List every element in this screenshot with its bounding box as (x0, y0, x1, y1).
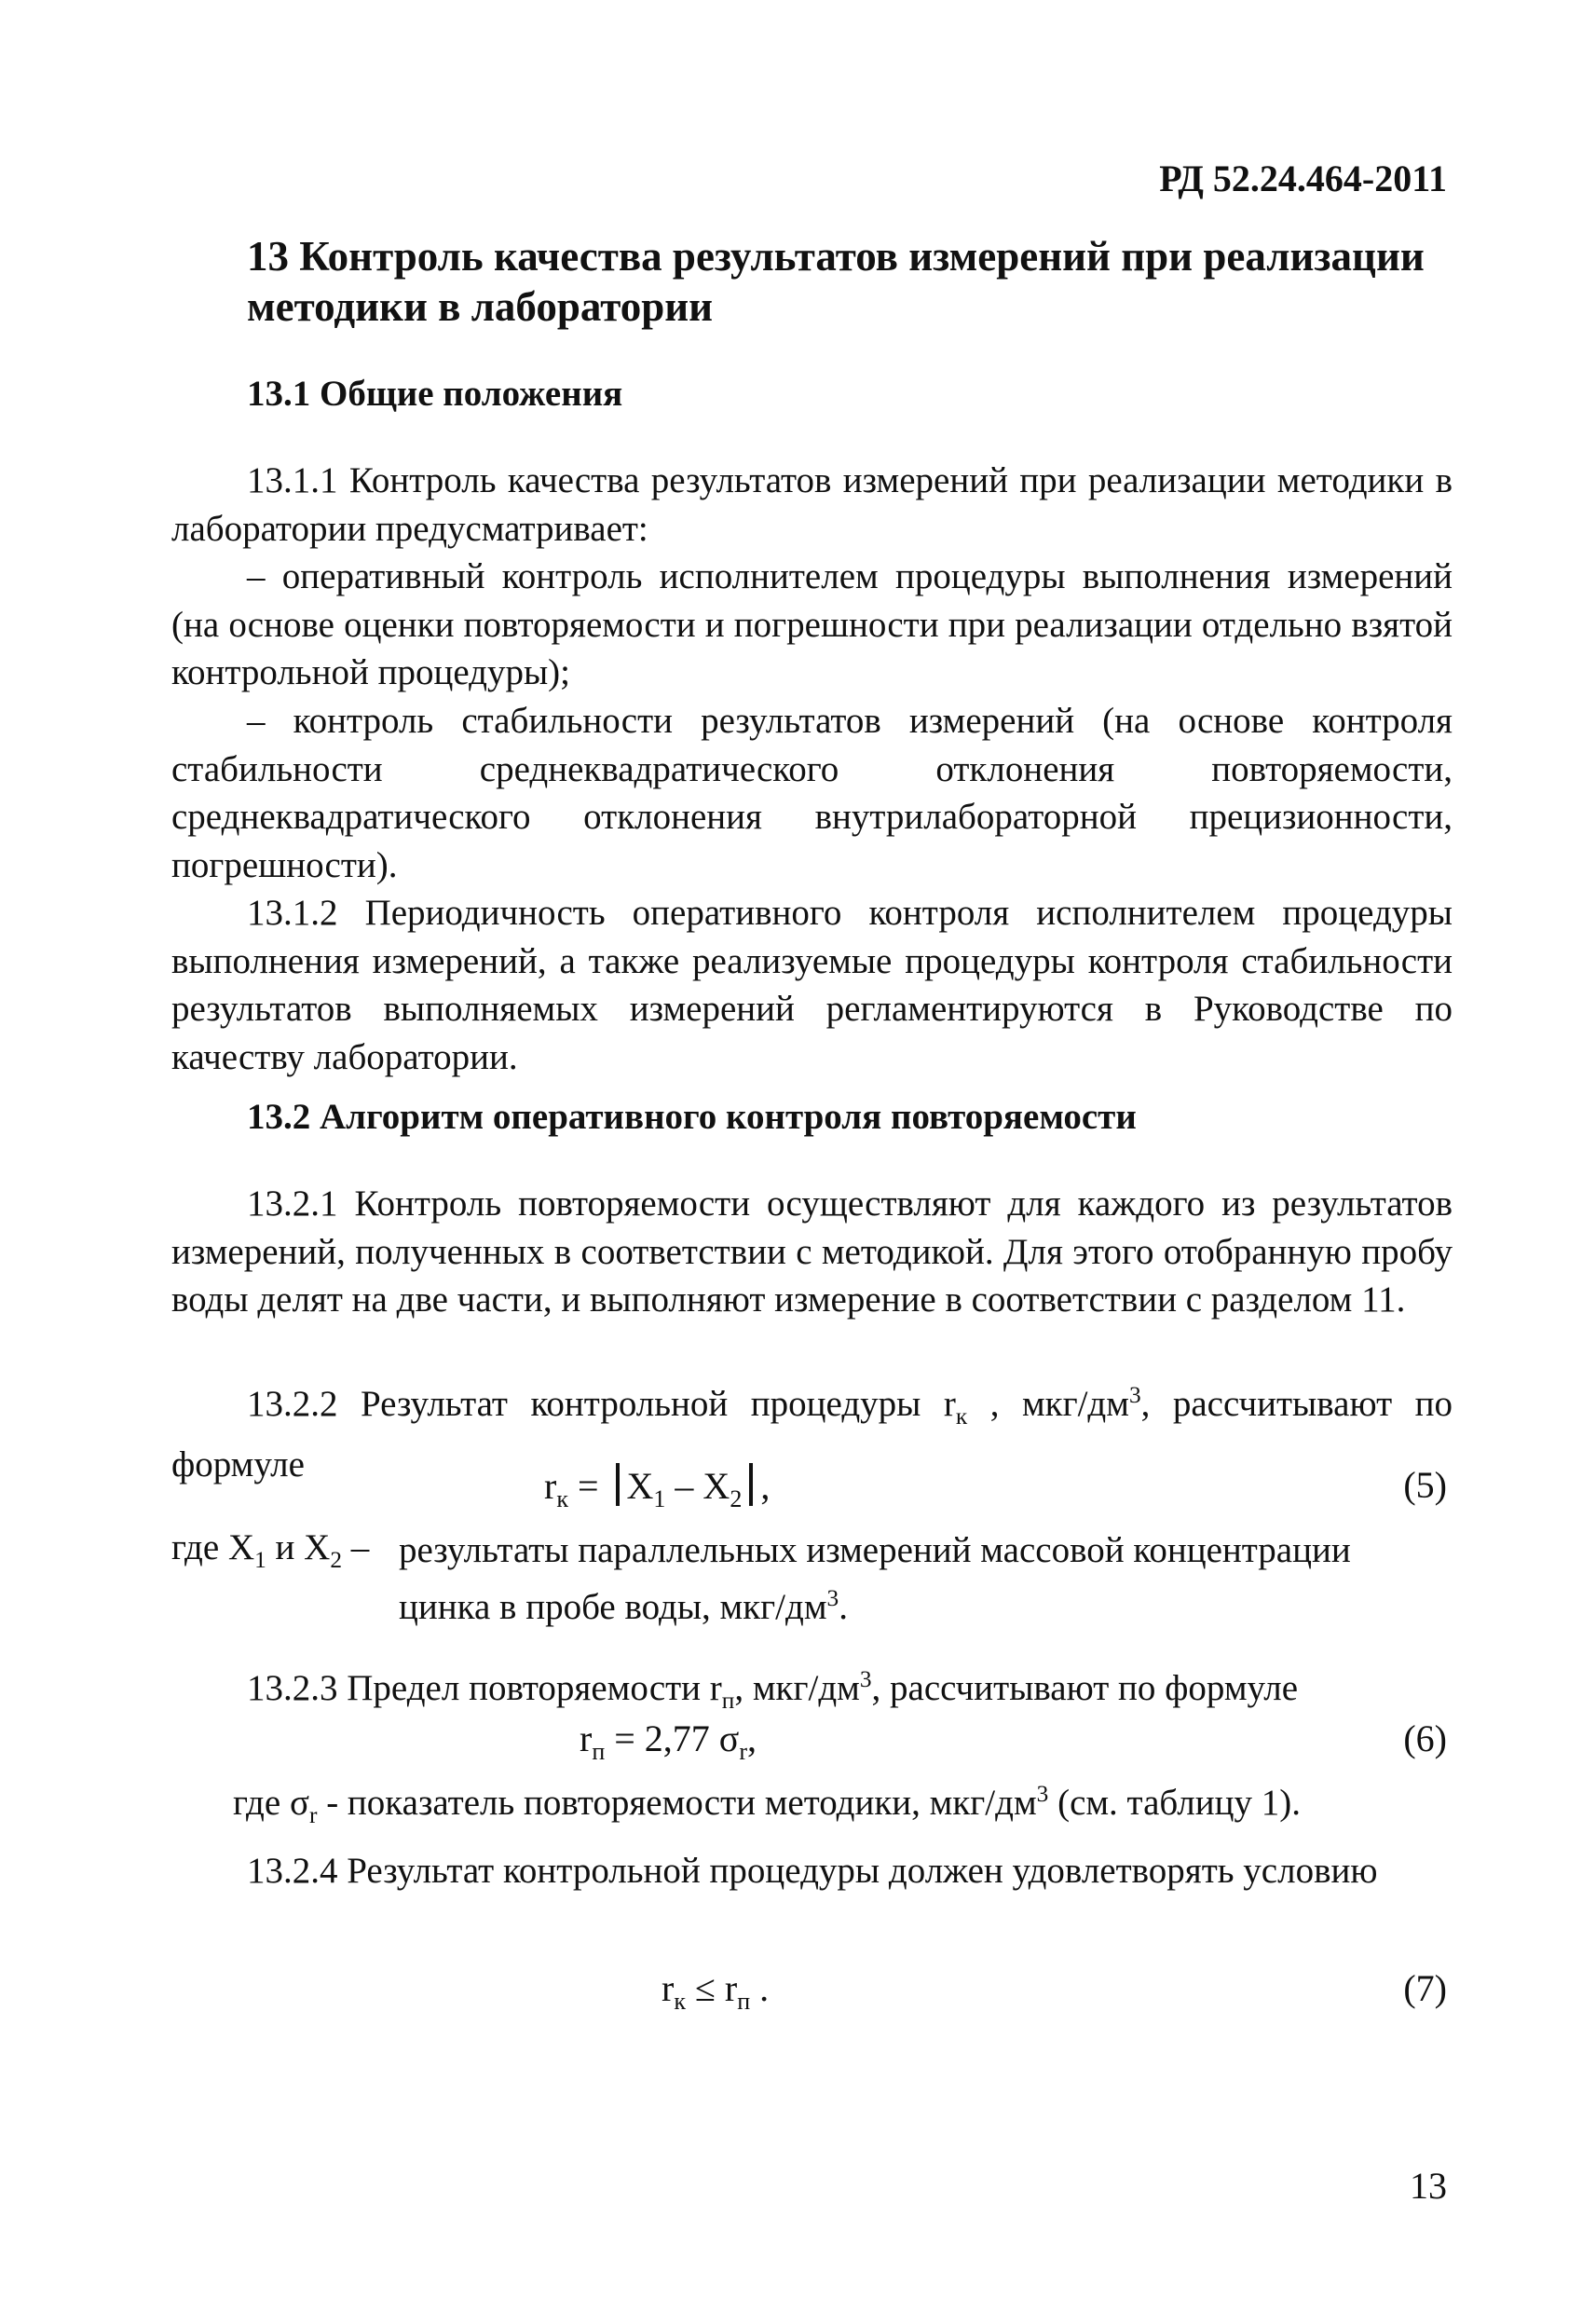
where-text-5: результаты параллельных измерений массовой концентрации цинка в пробе воды, мкг/$дм^3$. (399, 1530, 1351, 1627)
document-code: РД 52.24.464-2011 (1159, 157, 1447, 199)
paragraph-13-2-2: 13.2.2 Результат контрольной процедуры $r_к$ , мкг/$дм^3$, рассчитывают по формуле (171, 1382, 1453, 1485)
section-13-2-heading: 13.2 Алгоритм оперативного контроля повторяемости (247, 1097, 1137, 1137)
equation-number-5: (5) (1403, 1464, 1447, 1506)
formula-5: $r_к = X_1 - X_2$ , (544, 1465, 771, 1512)
section-13-1-heading: 13.1 Общие положения (247, 374, 623, 414)
abs-bar-left (616, 1463, 620, 1506)
formula-6: $r_п = 2,77$ $\sigma_r$, (580, 1717, 757, 1765)
abs-bar-right (749, 1463, 753, 1506)
equation-number-7: (7) (1403, 1967, 1447, 2009)
formula-7: $r_к \le r_п$ . (662, 1967, 770, 2015)
where-label-5: где $X_1$ и $X_2$ – (171, 1527, 370, 1573)
paragraph-13-1-1: 13.1.1 Контроль качества результатов измерений при реализации методики в лаборатории предусматривает: (171, 460, 1453, 549)
equation-number-6: (6) (1403, 1717, 1447, 1759)
paragraph-13-1-2: 13.1.2 Периодичность оперативного контроля исполнителем процедуры выполнения измерений, а также реализуемые процедуры контроля стабильности результатов выполняемых измерений регламентируются в Руководстве по качеству лаборатории. (171, 893, 1453, 1077)
section-13-heading: 13 Контроль качества результатов измерений при реализации методики в лаборатории (247, 233, 1425, 330)
where-text-6: где $\sigma_r$ - показатель повторяемости методики, мкг/$дм^3$ (см. таблицу 1). (233, 1781, 1301, 1828)
page-number: 13 (1410, 2165, 1447, 2207)
paragraph-13-2-1: 13.2.1 Контроль повторяемости осуществляют для каждого из результатов измерений, полученных в соответствии с методикой. Для этого отобранную пробу воды делят на две части, и выполняют измерение в соответствии с разделом 11. (171, 1183, 1453, 1320)
paragraph-operational-control: – оперативный контроль исполнителем процедуры выполнения измерений (на основе оценки повторяемости и погрешности при реализации отдельно взятой контрольной процедуры); (171, 556, 1453, 693)
paragraph-stability-control: – контроль стабильности результатов измерений (на основе контроля стабильности среднеквадратического отклонения повторяемости, среднеквадратического отклонения внутрилабораторной прецизионности, погрешности). (171, 701, 1453, 885)
paragraph-13-2-4: 13.2.4 Результат контрольной процедуры должен удовлетворять условию (247, 1851, 1378, 1891)
paragraph-13-2-3: 13.2.3 Предел повторяемости $r_п$, мкг/$дм^3$, рассчитывают по формуле (247, 1666, 1299, 1714)
